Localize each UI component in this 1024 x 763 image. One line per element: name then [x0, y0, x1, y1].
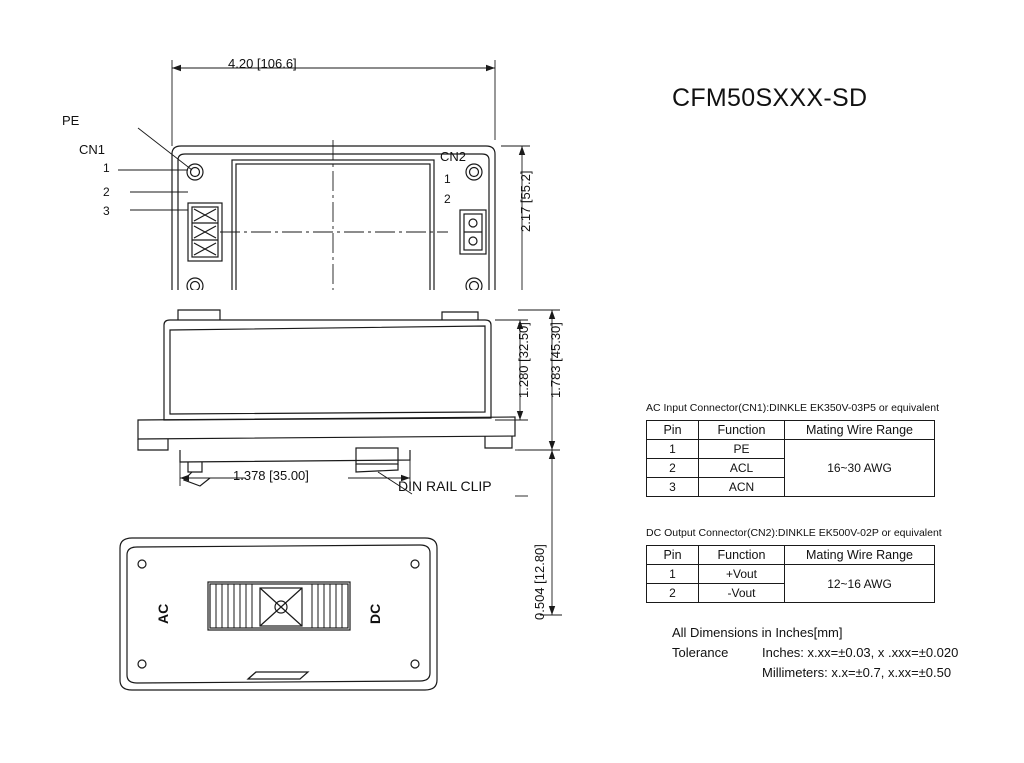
ac-r2-pin: 2	[647, 459, 699, 478]
dc-label: DC	[367, 603, 383, 624]
ac-wire-range: 16~30 AWG	[785, 440, 935, 497]
din-rail-clip-label: DIN RAIL CLIP	[398, 478, 492, 494]
ac-table-caption: AC Input Connector(CN1):DINKLE EK350V-03P5 or equivalent	[646, 402, 939, 414]
note-tolerance-inches: Inches: x.xx=±0.03, x .xxx=±0.020	[762, 645, 959, 660]
dc-th-function: Function	[699, 546, 785, 565]
side-view-body-height-dim: 1.280 [32.50]	[516, 322, 531, 398]
dc-r2-pin: 2	[647, 584, 699, 603]
end-view-drawing	[60, 520, 480, 720]
table-header-row	[647, 421, 935, 440]
ac-r2-function: ACL	[699, 459, 785, 478]
ac-input-connector-table	[646, 420, 935, 497]
note-tolerance-label: Tolerance	[672, 645, 729, 660]
dc-r1-function: +Vout	[699, 565, 785, 584]
ac-th-pin: Pin	[647, 421, 699, 440]
dc-th-wire: Mating Wire Range	[785, 546, 935, 565]
ac-th-wire: Mating Wire Range	[785, 421, 935, 440]
ac-th-function: Function	[699, 421, 785, 440]
cn2-label: CN2	[440, 149, 467, 164]
dc-table-caption: DC Output Connector(CN2):DINKLE EK500V-02P or equivalent	[646, 527, 942, 539]
cn1-pin-1: 1	[103, 161, 110, 175]
top-view-drawing	[60, 40, 620, 290]
cn2-pin-1: 1	[444, 172, 451, 186]
side-view-total-height-dim: 1.783 [45.30]	[548, 322, 563, 398]
top-view-height-dim: 2.17 [55.2]	[518, 170, 533, 232]
dc-th-pin: Pin	[647, 546, 699, 565]
dc-r2-function: -Vout	[699, 584, 785, 603]
note-tolerance-mm: Millimeters: x.x=±0.7, x.xx=±0.50	[762, 665, 952, 680]
dc-wire-range: 12~16 AWG	[785, 565, 935, 603]
ac-label: AC	[155, 603, 171, 624]
top-view-width-dim: 4.20 [106.6]	[228, 56, 297, 71]
table-row	[647, 565, 935, 584]
cn2-pin-2: 2	[444, 192, 451, 206]
table-row	[647, 440, 935, 459]
clip-depth-dim-label: 0.504 [12.80]	[532, 544, 547, 620]
table-header-row	[647, 546, 935, 565]
cn1-label: CN1	[79, 142, 106, 157]
ac-r3-function: ACN	[699, 478, 785, 497]
side-view-rail-width-dim: 1.378 [35.00]	[233, 468, 309, 483]
ac-r3-pin: 3	[647, 478, 699, 497]
dc-r1-pin: 1	[647, 565, 699, 584]
cn1-pin-3: 3	[103, 204, 110, 218]
pe-label: PE	[62, 113, 80, 128]
dc-output-connector-table	[646, 545, 935, 603]
ac-r1-pin: 1	[647, 440, 699, 459]
page-title: CFM50SXXX-SD	[672, 84, 868, 112]
cn1-pin-2: 2	[103, 185, 110, 199]
ac-r1-function: PE	[699, 440, 785, 459]
note-dimensions: All Dimensions in Inches[mm]	[672, 625, 843, 640]
